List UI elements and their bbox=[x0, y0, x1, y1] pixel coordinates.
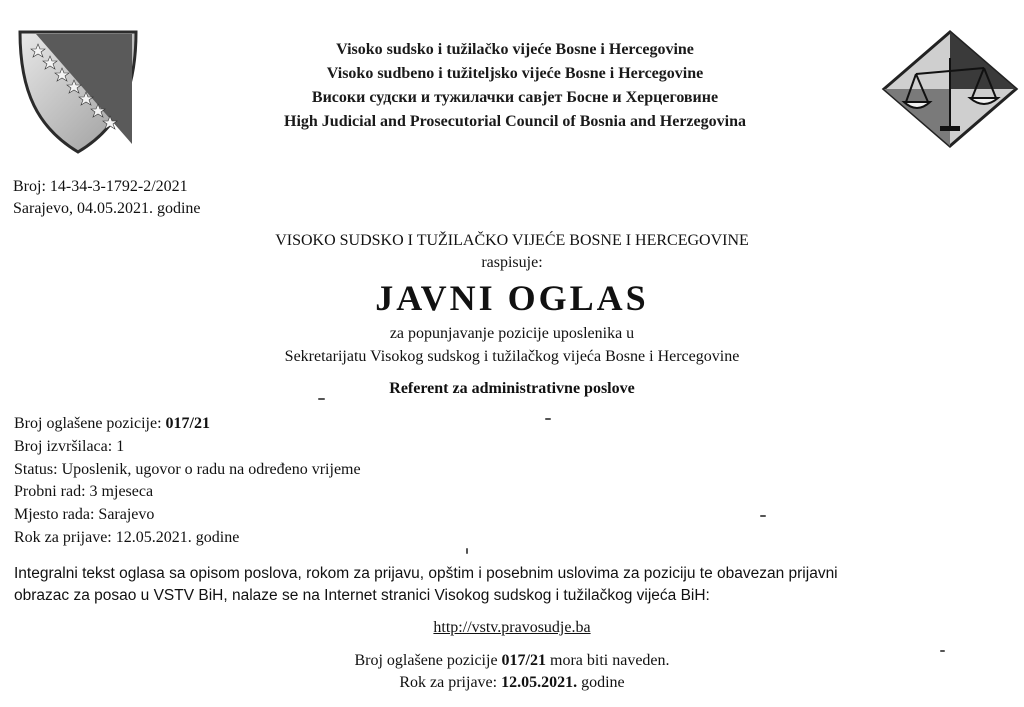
reference-number: Broj: 14-34-3-1792-2/2021 bbox=[13, 178, 188, 195]
document-meta bbox=[13, 176, 201, 220]
document-date: Sarajevo, 04.05.2021. godine bbox=[13, 200, 201, 217]
scan-speck bbox=[318, 398, 325, 400]
subtitle-line-2: Sekretarijatu Visokog sudskog i tužilačkog vijeća Bosne i Hercegovine bbox=[284, 348, 740, 365]
header-line-english: High Judicial and Prosecutorial Council of Bosnia and Herzegovina bbox=[284, 113, 746, 130]
announcement-subtitle bbox=[0, 322, 1024, 368]
page-title: JAVNI OGLAS bbox=[375, 278, 649, 318]
council-name: VISOKO SUDSKO I TUŽILAČKO VIJEĆE BOSNE I HERCEGOVINE bbox=[275, 232, 749, 249]
detail-position-number bbox=[14, 413, 361, 436]
website-link-line bbox=[0, 617, 1024, 639]
bih-coat-of-arms-icon bbox=[12, 26, 140, 156]
integral-line-2: obrazac za posao u VSTV BiH, nalaze se na Internet stranici Visokog sudskog i tužilačkog vijeća BiH: bbox=[14, 587, 710, 604]
subtitle-line-1: za popunjavanje pozicije uposlenika u bbox=[389, 325, 635, 342]
scales-of-justice-icon bbox=[880, 28, 1020, 150]
detail-position-number-value: 017/21 bbox=[165, 415, 210, 432]
detail-position-number-label: Broj oglašene pozicije: bbox=[14, 415, 166, 432]
closing-notes bbox=[0, 650, 1024, 694]
closing-line-2-post: godine bbox=[577, 674, 625, 691]
header-line-bosnian: Visoko sudsko i tužilačko vijeće Bosne i Hercegovine bbox=[336, 41, 694, 58]
closing-line-2 bbox=[0, 672, 1024, 694]
header-line-serbian: Високи судски и тужилачки савјет Босне и Херцеговине bbox=[311, 89, 719, 106]
closing-line-1 bbox=[0, 650, 1024, 672]
integral-line-1: Integralni tekst oglasa sa opisom poslova, rokom za prijavu, opštim i posebnim uslovima za poziciju te obavezan prijavni bbox=[14, 565, 838, 582]
closing-line-1-value: 017/21 bbox=[501, 652, 546, 669]
detail-executors: Broj izvršilaca: 1 bbox=[14, 437, 125, 455]
closing-line-1-pre: Broj oglašene pozicije bbox=[354, 652, 502, 669]
detail-deadline: Rok za prijave: 12.05.2021. godine bbox=[14, 528, 240, 546]
scan-speck bbox=[466, 548, 468, 554]
announces-label: raspisuje: bbox=[481, 254, 543, 271]
integral-text-paragraph bbox=[14, 563, 1014, 607]
position-title: Referent za administrativne poslove bbox=[389, 380, 635, 397]
detail-location: Mjesto rada: Sarajevo bbox=[14, 506, 155, 524]
detail-status: Status: Uposlenik, ugovor o radu na određeno vrijeme bbox=[14, 460, 361, 478]
closing-line-2-pre: Rok za prijave: bbox=[399, 674, 502, 691]
closing-line-2-value: 12.05.2021. bbox=[501, 674, 578, 691]
website-link[interactable]: http://vstv.pravosudje.ba bbox=[433, 619, 591, 636]
scan-speck bbox=[760, 515, 766, 517]
header-line-croatian: Visoko sudbeno i tužiteljsko vijeće Bosne i Hercegovine bbox=[326, 65, 704, 82]
institution-header bbox=[170, 38, 860, 134]
scan-speck bbox=[940, 650, 945, 652]
detail-probation: Probni rad: 3 mjeseca bbox=[14, 483, 154, 501]
position-details bbox=[14, 413, 361, 550]
closing-line-1-post: mora biti naveden. bbox=[546, 652, 670, 669]
scan-speck bbox=[545, 418, 551, 420]
